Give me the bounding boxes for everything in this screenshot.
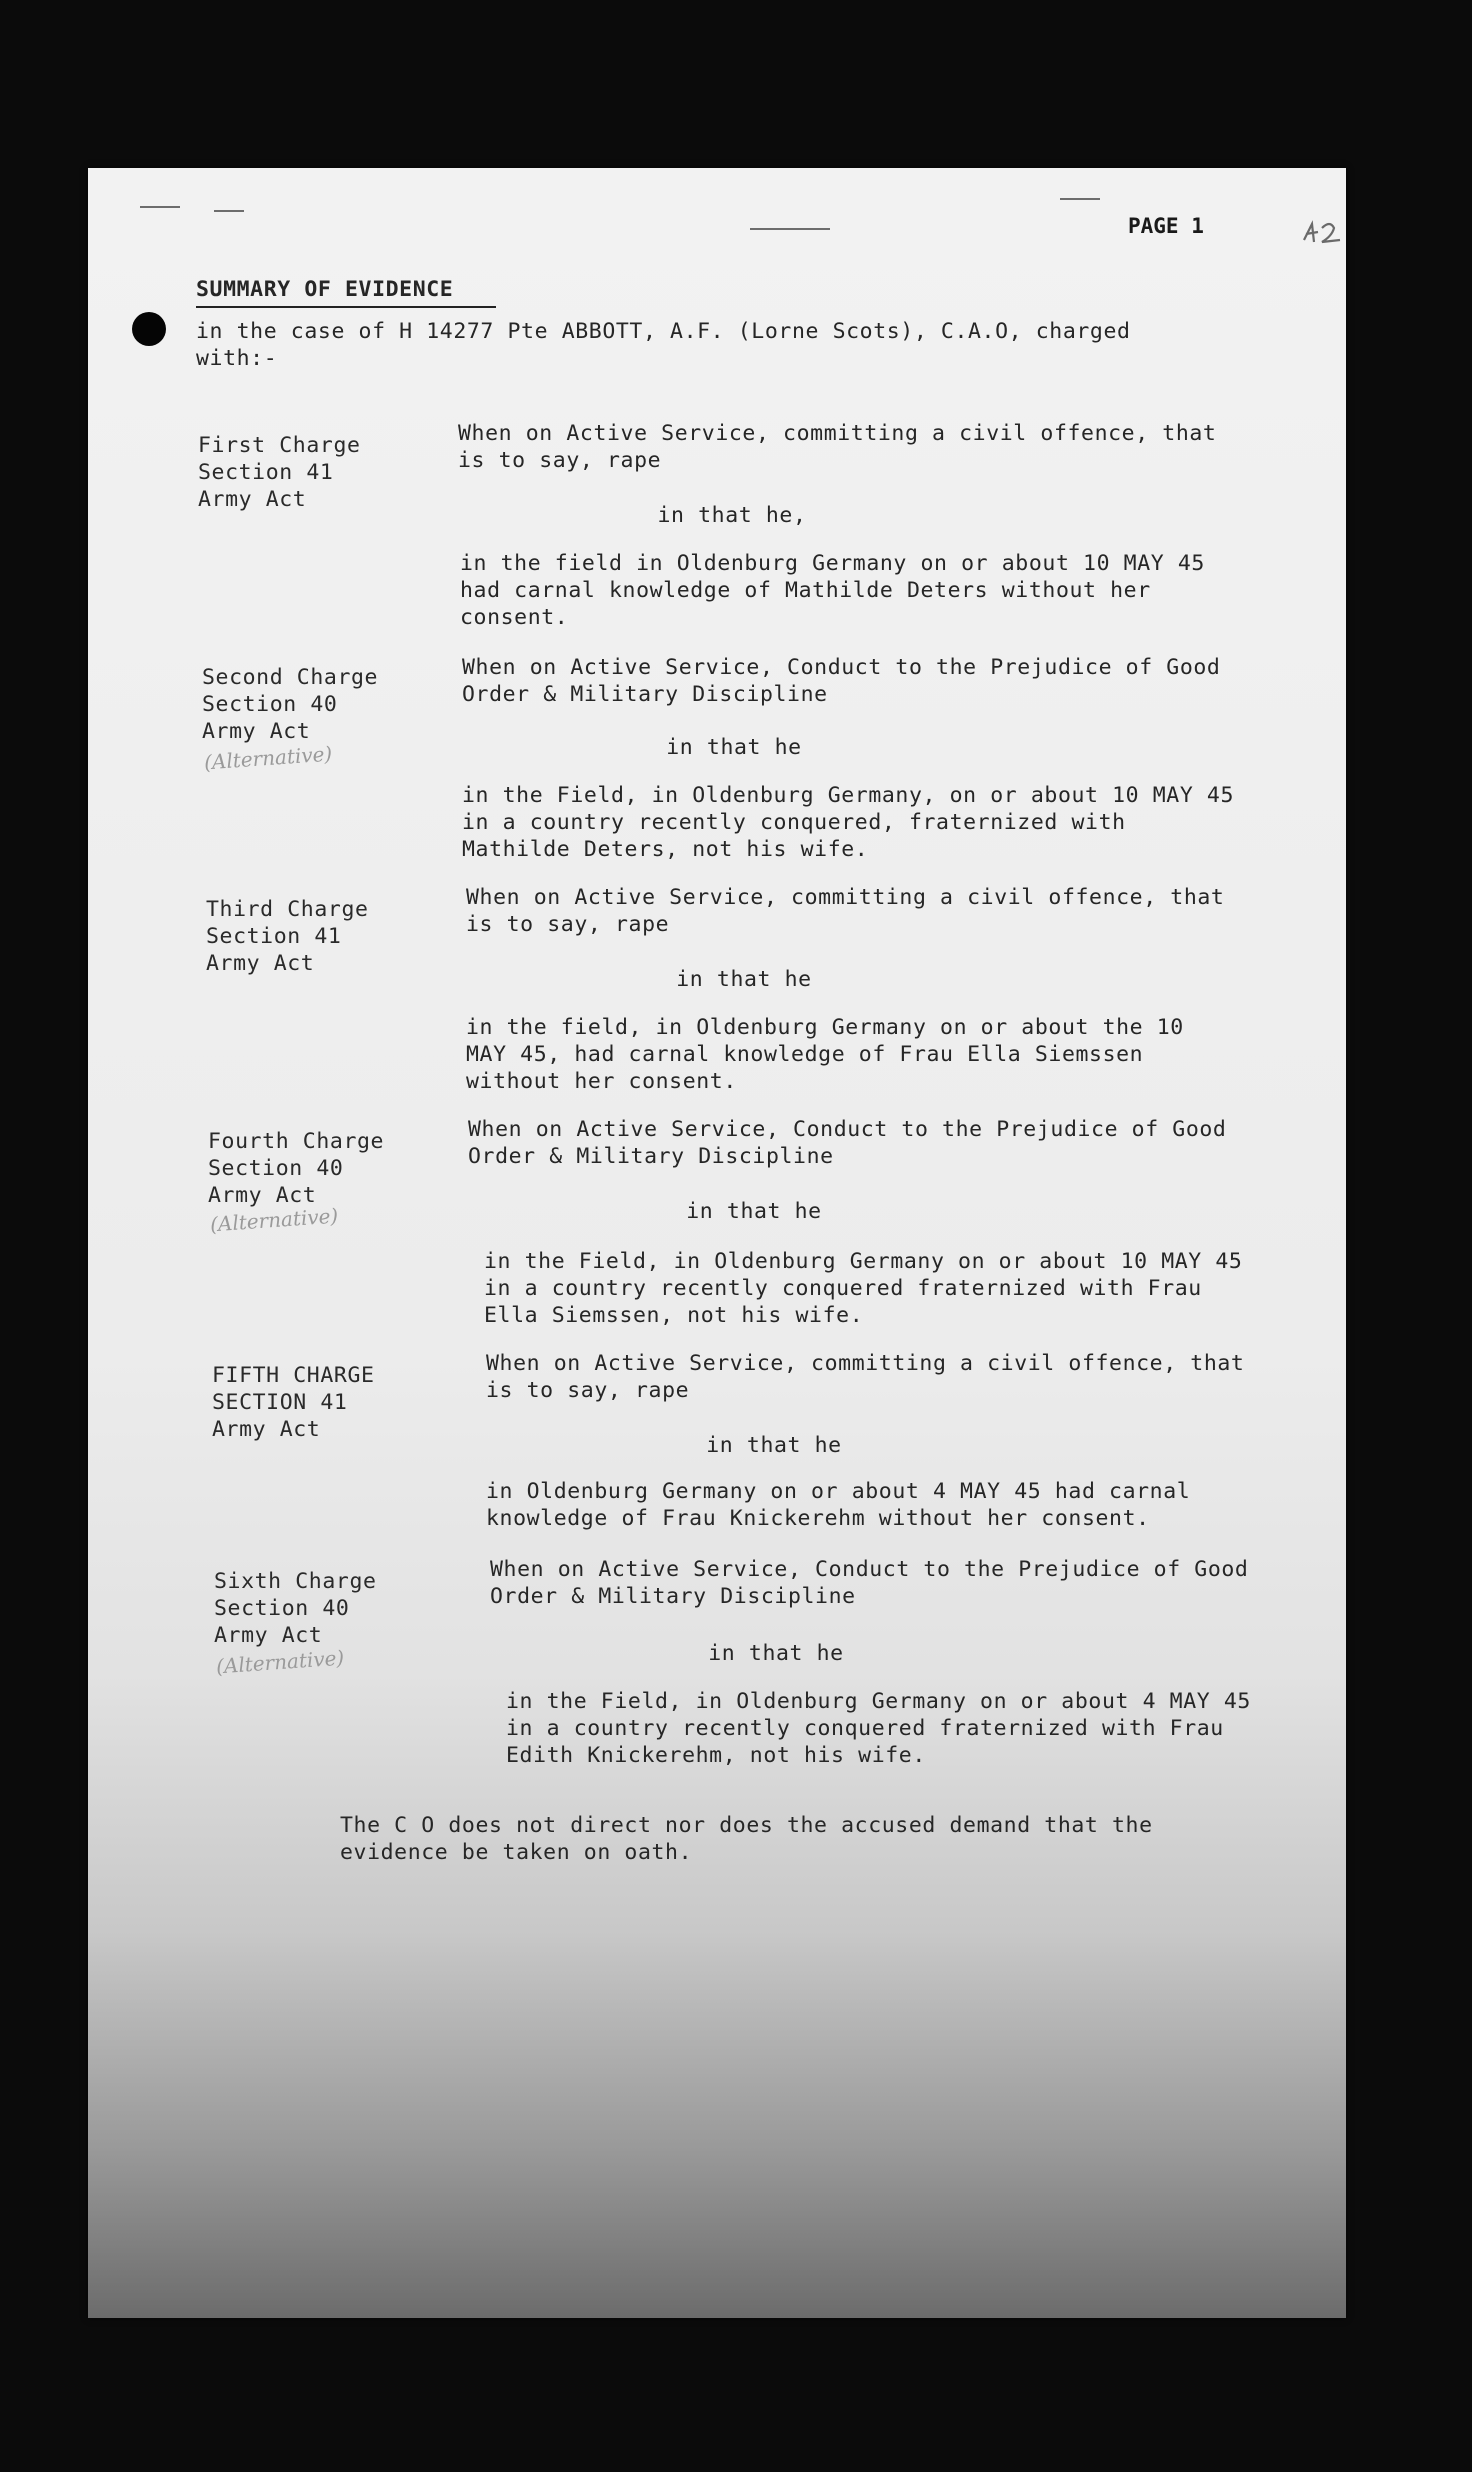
- pencil-annotation: (Alternative): [203, 741, 333, 775]
- page-number: PAGE 1: [1128, 214, 1204, 238]
- charge-particulars: in the Field, in Oldenburg Germany, on or about 10 MAY 45 in a country recently conquered, fraternized with Mathilde Deters, not his wife.: [462, 783, 1235, 862]
- top-edge-mark: [214, 210, 244, 212]
- charge-label: Second Charge Section 40 Army Act: [202, 665, 379, 744]
- charge-connector: in that he: [666, 735, 802, 760]
- charge-offence: When on Active Service, Conduct to the Prejudice of Good Order & Military Discipline: [468, 1117, 1227, 1169]
- pencil-annotation: (Alternative): [209, 1203, 339, 1237]
- charge-offence: When on Active Service, committing a civil offence, that is to say, rape: [466, 885, 1225, 937]
- top-edge-mark: [140, 206, 180, 208]
- charge-label: FIFTH CHARGE SECTION 41 Army Act: [212, 1363, 375, 1442]
- charge-connector: in that he: [686, 1199, 822, 1224]
- case-introduction: in the case of H 14277 Pte ABBOTT, A.F. (Lorne Scots), C.A.O, charged with:-: [196, 319, 1131, 371]
- charge-particulars: in the Field, in Oldenburg Germany on or about 4 MAY 45 in a country recently conquered fraternized with Frau Edith Knickerehm, not his wife.: [506, 1689, 1251, 1768]
- charge-offence: When on Active Service, committing a civil offence, that is to say, rape: [458, 421, 1217, 473]
- charge-connector: in that he,: [657, 503, 807, 528]
- charge-connector: in that he: [708, 1641, 844, 1666]
- top-edge-mark: [1060, 198, 1100, 200]
- folio-number-mark: [1300, 218, 1346, 248]
- charge-connector: in that he: [676, 967, 812, 992]
- charge-label: Sixth Charge Section 40 Army Act: [214, 1569, 377, 1648]
- charge-connector: in that he: [706, 1433, 842, 1458]
- pencil-annotation: (Alternative): [215, 1645, 345, 1679]
- charge-label: First Charge Section 41 Army Act: [198, 433, 361, 512]
- title-underline: [196, 306, 496, 308]
- oath-note: The C O does not direct nor does the accused demand that the evidence be taken on oath.: [340, 1813, 1153, 1865]
- charge-particulars: in Oldenburg Germany on or about 4 MAY 45 had carnal knowledge of Frau Knickerehm without her consent.: [486, 1479, 1191, 1531]
- charge-label: Fourth Charge Section 40 Army Act: [208, 1129, 385, 1208]
- charge-particulars: in the Field, in Oldenburg Germany on or about 10 MAY 45 in a country recently conquered fraternized with Frau Ella Siemssen, not his wife.: [484, 1249, 1243, 1328]
- charge-offence: When on Active Service, Conduct to the Prejudice of Good Order & Military Discipline: [490, 1557, 1249, 1609]
- charge-particulars: in the field in Oldenburg Germany on or about 10 MAY 45 had carnal knowledge of Mathilde Deters without her consent.: [460, 551, 1205, 630]
- charge-offence: When on Active Service, Conduct to the Prejudice of Good Order & Military Discipline: [462, 655, 1221, 707]
- charge-particulars: in the field, in Oldenburg Germany on or about the 10 MAY 45, had carnal knowledge of Frau Ella Siemssen without her consent.: [466, 1015, 1184, 1094]
- charge-label: Third Charge Section 41 Army Act: [206, 897, 369, 976]
- punch-hole: [132, 312, 166, 346]
- document-title: SUMMARY OF EVIDENCE: [196, 277, 454, 302]
- charge-offence: When on Active Service, committing a civil offence, that is to say, rape: [486, 1351, 1245, 1403]
- top-edge-mark: [750, 228, 830, 230]
